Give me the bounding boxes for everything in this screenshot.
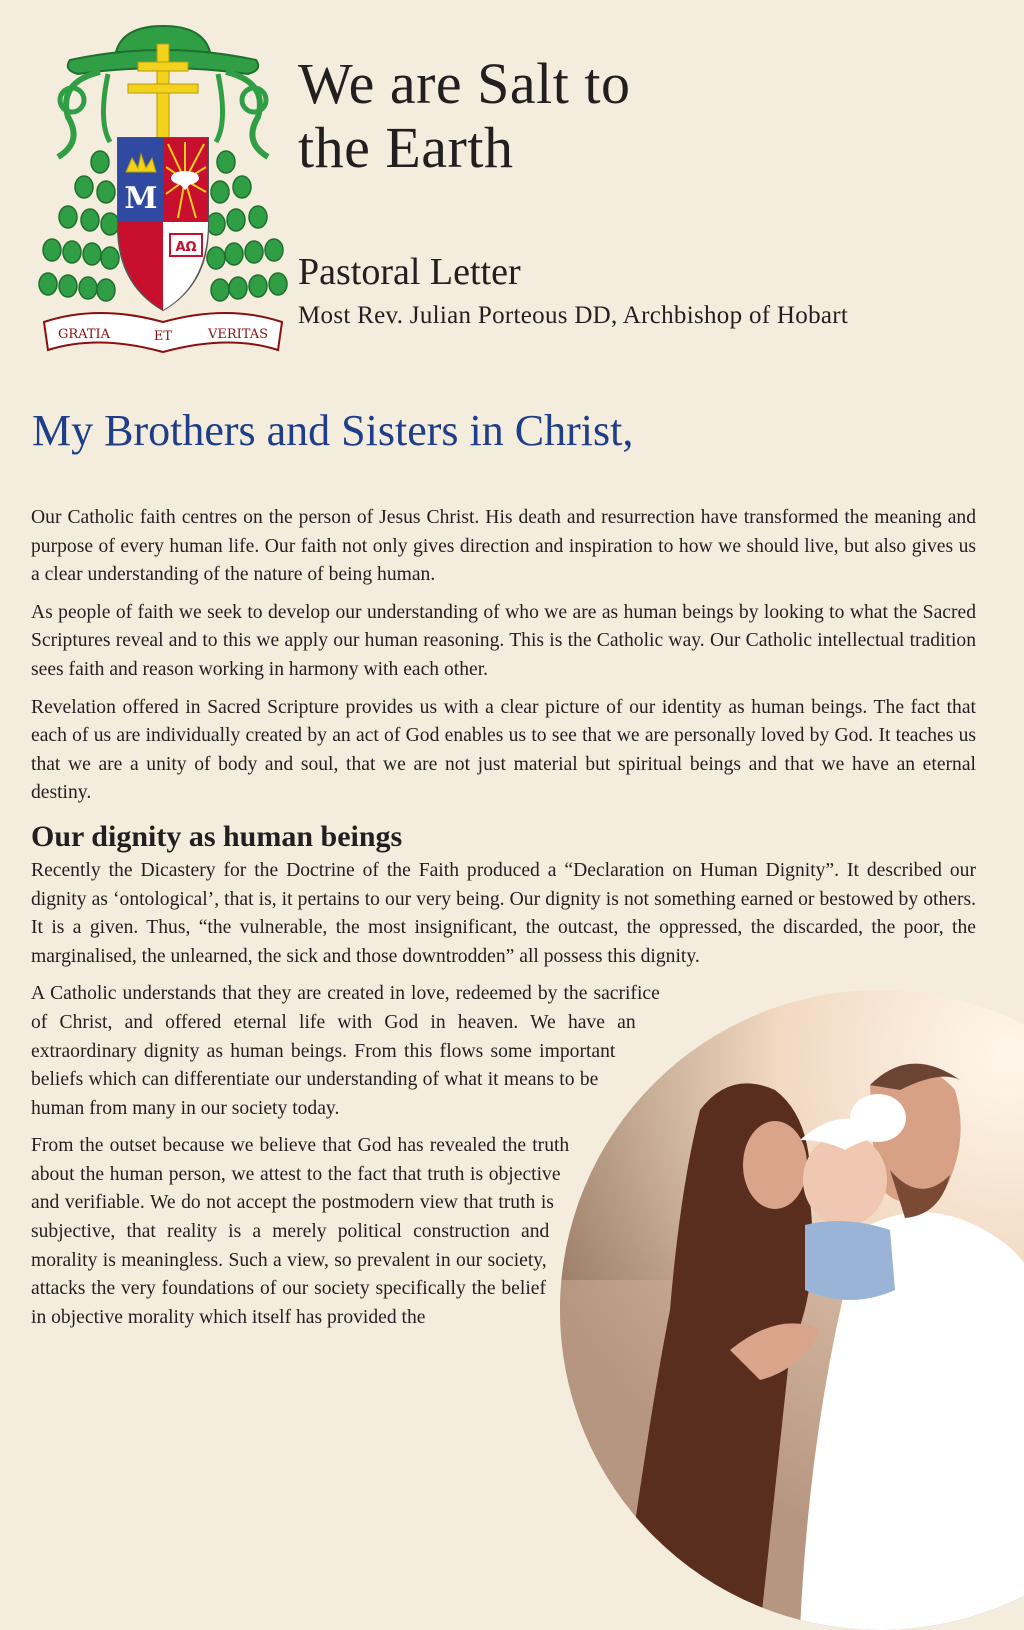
section-heading: Our dignity as human beings xyxy=(31,819,403,853)
subtitle: Pastoral Letter xyxy=(298,251,521,293)
title-line-2: the Earth xyxy=(298,115,514,180)
paragraph: Revelation offered in Sacred Scripture provides us with a clear picture of our identity as human beings. The fact that each of us are individually created by an act of God enables us to see that we are personally loved by God. It teaches us that we are a unity of body and soul, that we are not just material but spiritual beings and that we have an eternal destiny. xyxy=(31,696,976,804)
monogram: M xyxy=(124,181,158,216)
coat-of-arms xyxy=(38,22,288,362)
motto-right: VERITAS xyxy=(207,327,269,342)
author-line: Most Rev. Julian Porteous DD, Archbishop of Hobart xyxy=(298,302,849,329)
salutation: My Brothers and Sisters in Christ, xyxy=(32,406,634,455)
book-text: AΩ xyxy=(175,240,197,255)
paragraph: Recently the Dicastery for the Doctrine of the Faith produced a “Declaration on Human Dignity”. It described our dignity as ‘ontological’, that is, it pertains to our very being. Our dignity is not something earned or bestowed by others. It is a given. Thus, “the vulnerable, the most insignificant, the outcast, the oppressed, the discarded, the poor, the marginalised, the unlearned, the sick and those downtrodden” all possess this dignity. xyxy=(31,859,976,967)
paragraph: As people of faith we seek to develop our understanding of who we are as human beings by looking to what the Sacred Scriptures reveal and to this we apply our human reasoning. This is the Catholic way. Our Catholic intellectual tradition sees faith and reason working in harmony with each other. xyxy=(31,601,976,680)
photo-text-wrap xyxy=(546,986,976,1626)
page-title xyxy=(298,52,631,180)
motto-mid: ET xyxy=(153,329,173,344)
motto-left: GRATIA xyxy=(57,327,111,342)
letter-body xyxy=(31,504,976,1626)
paragraph: A Catholic understands that they are created in love, redeemed by the sacrifice of Christ, and offered eternal life with God in heaven. We have an extraordinary dignity as human beings. From this flows some important beliefs which can differentiate our understanding of what it means to be human from many in our society today. xyxy=(31,983,660,1119)
title-line-1: We are Salt to xyxy=(298,51,631,116)
paragraph: From the outset because we believe that God has revealed the truth about the human person, we attest to the fact that truth is objective and verifiable. We do not accept the postmodern view that truth is subjective, that reality is a merely political construction and morality is meaningless. Such a view, so prevalent in our society, attacks the very foundations of our society specifically the belief in objective morality which itself has provided the xyxy=(31,1135,570,1328)
paragraph: Our Catholic faith centres on the person of Jesus Christ. His death and resurrection have transformed the meaning and purpose of every human life. Our faith not only gives direction and inspiration to how we should live, but also gives us a clear understanding of the nature of being human. xyxy=(31,507,976,586)
